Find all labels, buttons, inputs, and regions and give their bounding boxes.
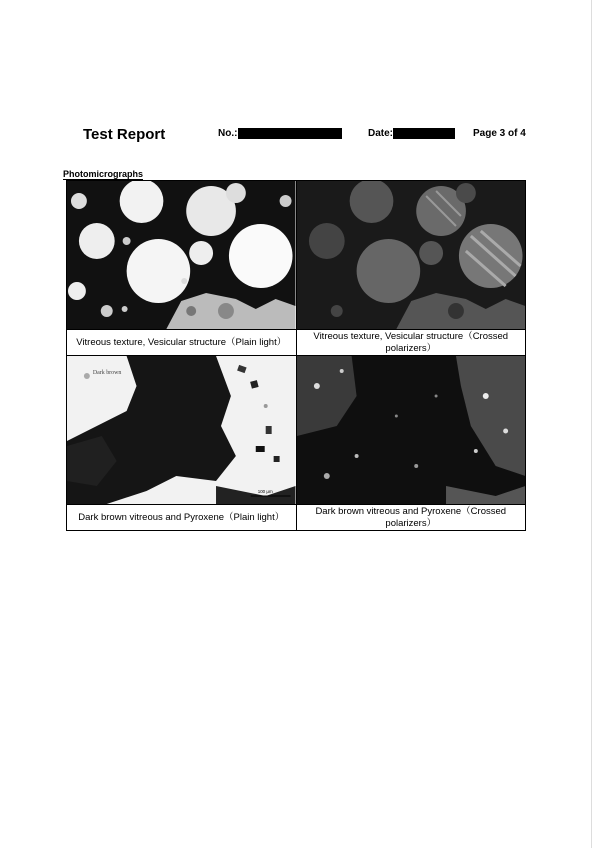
section-title: Photomicrographs: [63, 169, 144, 179]
photomicrograph-crossed-polarizers-pyroxene: [297, 356, 526, 504]
report-header: [0, 126, 600, 146]
scale-bar-label: 100 μm: [257, 488, 273, 495]
date-redaction: [393, 128, 455, 139]
photo-caption: Dark brown vitreous and Pyroxene（Crossed polarizers）: [296, 505, 526, 531]
photo-caption: Dark brown vitreous and Pyroxene（Plain light）: [67, 505, 297, 531]
inset-label: Dark brown: [92, 369, 122, 377]
page-number: Page 3 of 4: [473, 128, 526, 139]
photo-caption: Vitreous texture, Vesicular structure（Crossed polarizers）: [296, 330, 526, 356]
photomicrograph-crossed-polarizers-vesicular: [297, 181, 526, 329]
report-number-label: No.:: [218, 128, 238, 139]
photomicrograph-table: [66, 180, 526, 531]
photo-cell: [67, 356, 297, 505]
report-number-redaction: [238, 128, 342, 139]
date-label: Date:: [368, 128, 394, 139]
photo-caption: Vitreous texture, Vesicular structure（Plain light）: [67, 330, 297, 356]
photo-cell: [296, 356, 526, 505]
photomicrograph-plain-light-vesicular: [67, 181, 296, 329]
photo-cell: [296, 181, 526, 330]
photomicrograph-plain-light-pyroxene: [67, 356, 296, 504]
report-title: Test Report: [83, 126, 166, 143]
photo-cell: [67, 181, 297, 330]
